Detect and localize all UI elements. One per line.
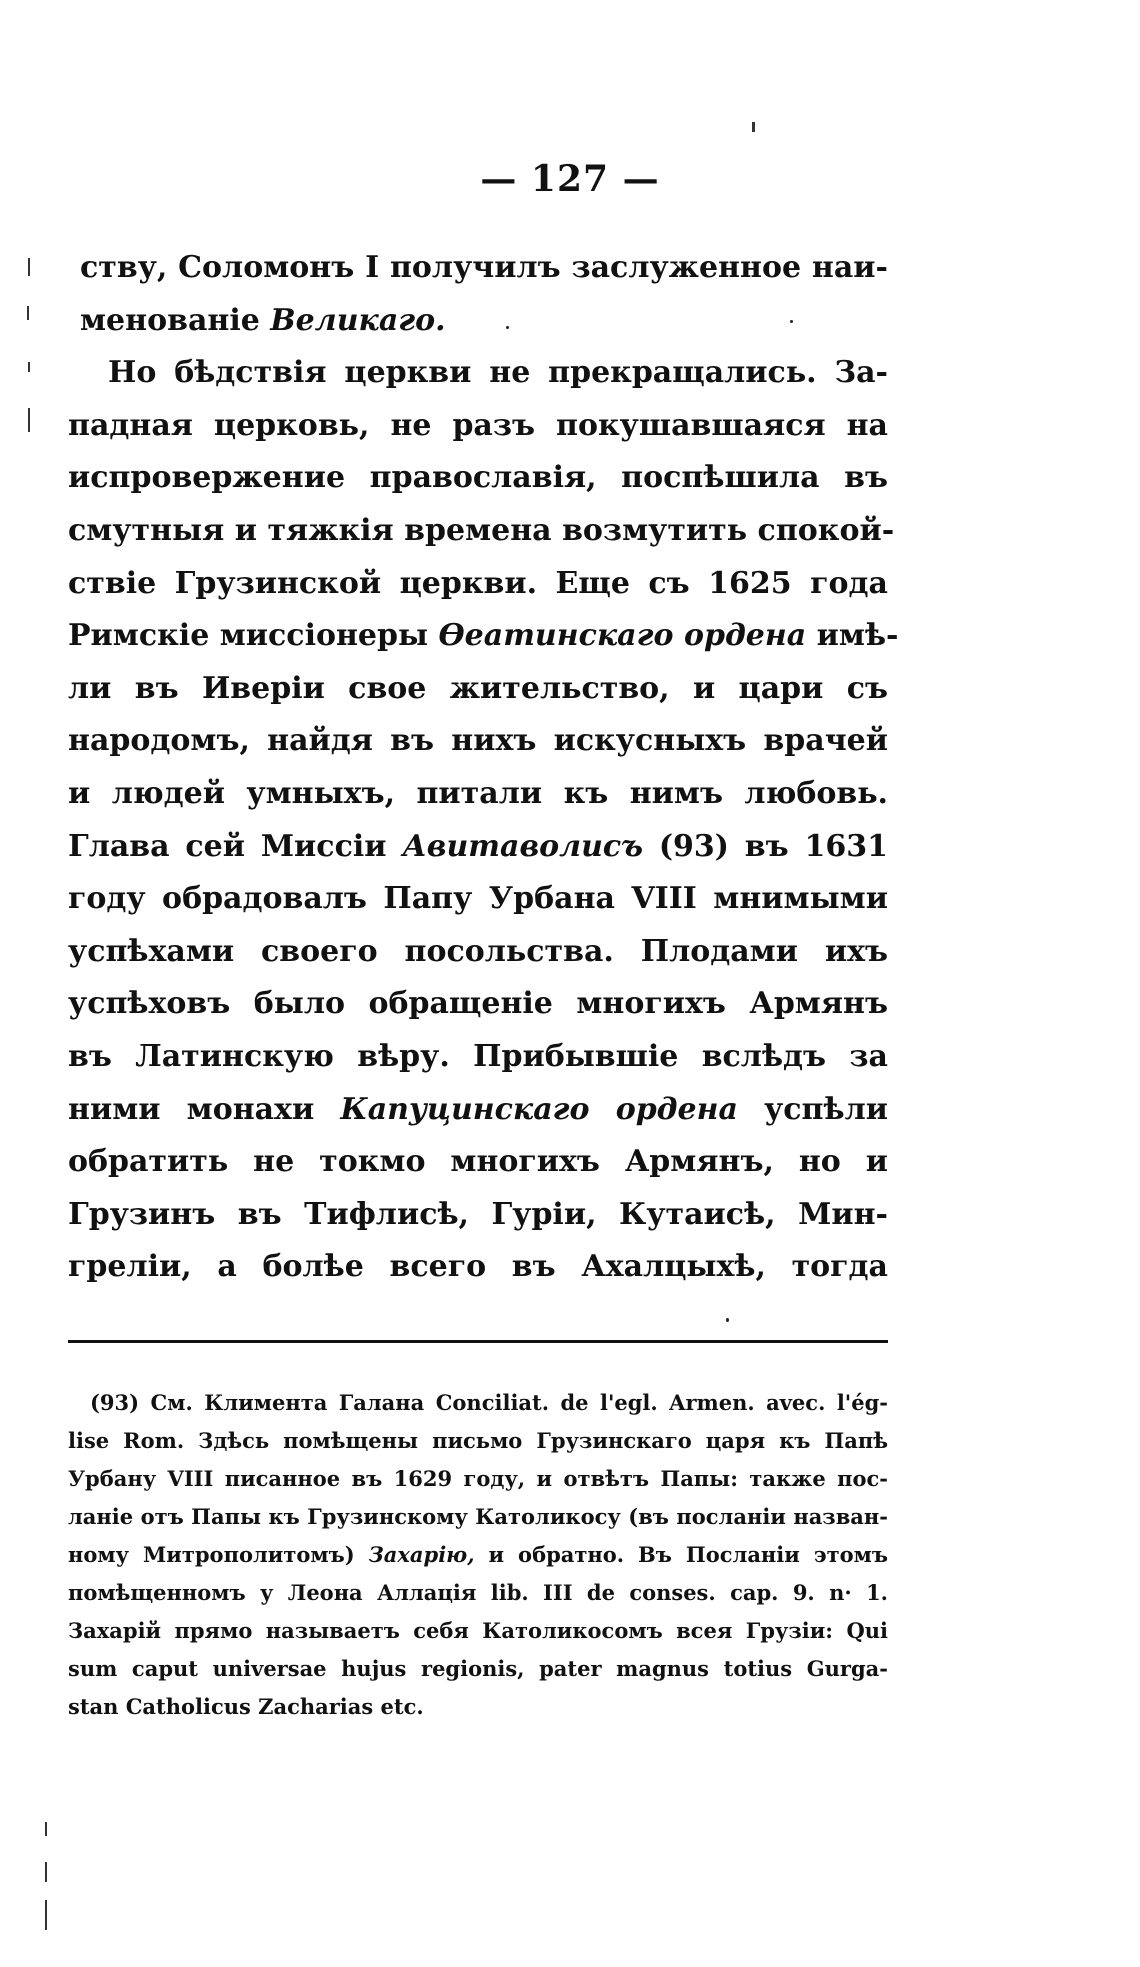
text-line: ству, Соломонъ I получилъ заслуженное наи- <box>80 250 888 285</box>
text-line: году обрадовалъ Папу Урбана VIII мнимыми <box>68 881 888 917</box>
italic-term: Ѳеатинскаго ордена <box>438 618 807 654</box>
footnote-divider <box>68 1340 888 1343</box>
scan-margin-mark <box>45 1900 47 1930</box>
footnote-line: помѣщенномъ у Леона Аллація lib. III de conses. cap. 9. n· 1. <box>68 1580 888 1605</box>
text-line: Глава сей Миссіи Авитаволисъ (93) въ 1631 <box>68 828 888 864</box>
text-line: Грузинъ въ Тифлисѣ, Гуріи, Кутаисѣ, Мин- <box>68 1196 888 1232</box>
italic-term: Авитаволисъ <box>402 828 644 864</box>
italic-term: Капуцинскаго ордена <box>340 1091 738 1127</box>
footnote-line: lise Rom. Здѣсь помѣщены письмо Грузинскаго царя къ Папѣ <box>68 1428 888 1453</box>
footnote-line: sum caput universae hujus regionis, pater magnus totius Gurga- <box>68 1656 888 1681</box>
footnote-line: stan Catholicus Zacharias etc. <box>68 1694 424 1719</box>
text-line: Римскіе миссіонеры Ѳеатинскаго ордена имѣ- <box>68 618 899 654</box>
text-line: обратить не токмо многихъ Армянъ, но и <box>68 1144 888 1180</box>
text-line: ли въ Иверіи свое жительство, и цари съ <box>68 670 888 706</box>
scan-speck <box>726 1318 729 1322</box>
text-line: ними монахи Капуцинскаго ордена успѣли <box>68 1091 889 1127</box>
scan-margin-mark <box>752 122 755 132</box>
footnote-line: ланіе отъ Папы къ Грузинскому Католикосу (въ посланіи назван- <box>68 1504 888 1529</box>
scan-margin-mark <box>45 1822 47 1836</box>
text-line: смутныя и тяжкія времена возмутить спокой- <box>68 512 895 548</box>
footnote <box>68 1384 888 1726</box>
italic-term: Великаго. <box>270 302 446 338</box>
text-line: успѣхами своего посольства. Плодами ихъ <box>68 933 888 969</box>
text-line: греліи, а болѣе всего въ Ахалцыхѣ, тогда <box>68 1249 888 1285</box>
text-line: менованіе Великаго. <box>80 302 446 338</box>
footnote-line: ному Митрополитомъ) Захарію, и обратно. Въ Посланіи этомъ <box>68 1542 888 1567</box>
paragraph-start-line: Но бѣдствія церкви не прекращались. За- <box>108 355 888 391</box>
text-line: успѣховъ было обращеніе многихъ Армянъ <box>68 986 888 1022</box>
scan-margin-mark <box>28 362 30 372</box>
text-line: испровержение православія, поспѣшила въ <box>68 460 888 496</box>
footnote-line: (93) См. Климента Галана Conciliat. de l'egl. Armen. avec. l'ég- <box>90 1390 888 1415</box>
scan-margin-mark <box>28 408 30 432</box>
italic-term: Захарію, <box>368 1542 475 1567</box>
main-text <box>68 242 899 1294</box>
scan-margin-mark <box>27 306 29 320</box>
text-line: падная церковь, не разъ покушавшаяся на <box>68 407 888 443</box>
text-line: и людей умныхъ, питали къ нимъ любовь. <box>68 775 888 811</box>
text-line: ствіе Грузинской церкви. Еще съ 1625 года <box>68 565 888 601</box>
text-line: въ Латинскую вѣру. Прибывшіе вслѣдъ за <box>68 1038 888 1074</box>
footnote-line: Урбану VIII писанное въ 1629 году, и отвѣтъ Папы: также пос- <box>68 1466 888 1491</box>
scan-speck <box>790 320 793 323</box>
scan-margin-mark <box>45 1862 47 1882</box>
scan-speck <box>506 326 509 329</box>
page-number: — 127 — <box>480 158 660 200</box>
text-line: народомъ, найдя въ нихъ искусныхъ врачей <box>68 723 888 759</box>
footnote-line: Захарій прямо называетъ себя Католикосомъ всея Грузіи: Qui <box>68 1618 888 1643</box>
scan-margin-mark <box>28 258 30 276</box>
